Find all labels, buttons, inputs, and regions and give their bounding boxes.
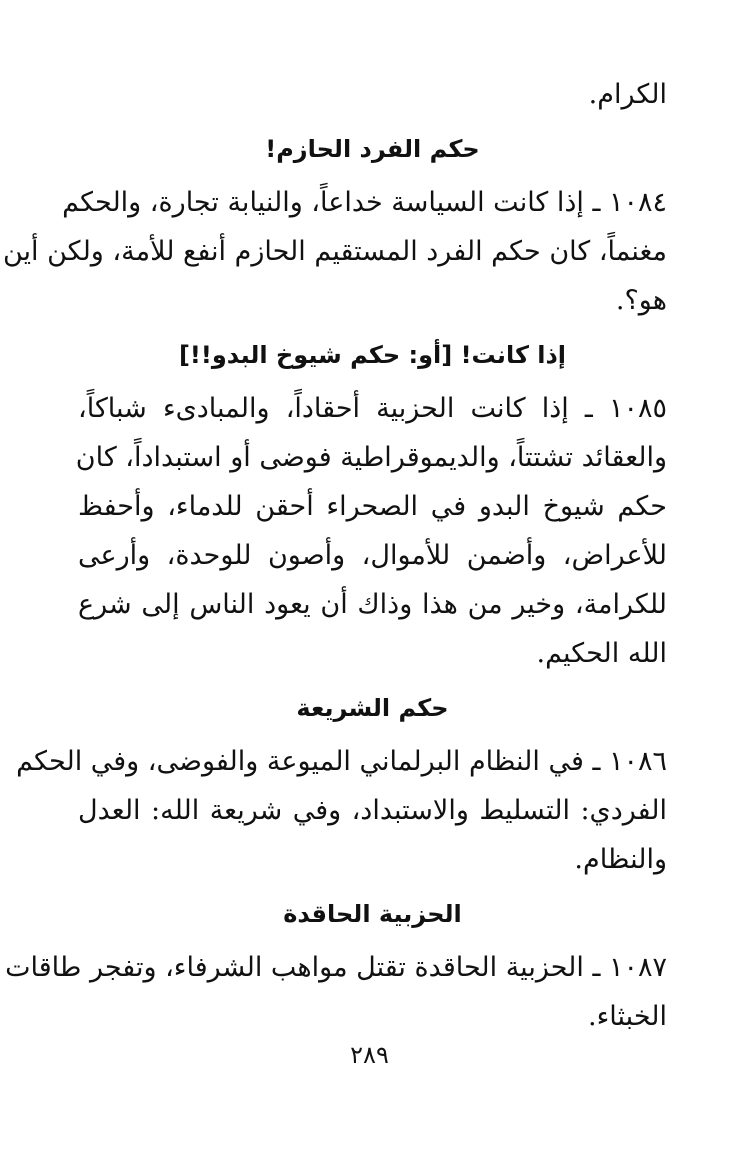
text-line: الخبثاء. (588, 1001, 667, 1032)
text-line: ١٠٨٤ ـ إذا كانت السياسة خداعاً، والنيابة تجارة، والحكم (62, 187, 667, 218)
text-line: الكرام. (588, 79, 667, 110)
text-line: والعقائد تشتتاً، والديموقراطية فوضى أو استبداداً، كان (75, 442, 667, 473)
section-heading: الحزبية الحاقدة (283, 900, 462, 928)
text-line: الفردي: التسليط والاستبداد، وفي شريعة الله: العدل (78, 795, 667, 826)
text-line: ١٠٨٥ ـ إذا كانت الحزبية أحقاداً، والمبادىء شباكاً، (78, 393, 667, 424)
text-line: ١٠٨٧ ـ الحزبية الحاقدة تقتل مواهب الشرفاء، وتفجر طاقات (5, 952, 667, 983)
section-heading: حكم الفرد الحازم! (265, 135, 480, 163)
paragraph-1085 (75, 384, 667, 678)
section-heading: حكم الشريعة (296, 694, 449, 722)
text-line: ١٠٨٦ ـ في النظام البرلماني الميوعة والفوضى، وفي الحكم (16, 746, 667, 777)
paragraph-1087 (5, 943, 667, 1041)
text-line: مغنماً، كان حكم الفرد المستقيم الحازم أنفع للأمة، ولكن أين (2, 236, 667, 267)
paragraph-1086 (16, 737, 667, 884)
text-line: الله الحكيم. (536, 638, 667, 669)
text-line: هو؟. (615, 285, 667, 316)
text-line: حكم شيوخ البدو في الصحراء أحقن للدماء، وأحفظ (78, 491, 667, 522)
page-number: ٢٨٩ (350, 1041, 389, 1069)
text-line: للكرامة، وخير من هذا وذاك أن يعود الناس إلى شرع (78, 589, 667, 620)
section-heading: إذا كانت! [أو: حكم شيوخ البدو!!] (178, 341, 567, 369)
paragraph-1084 (2, 178, 667, 325)
text-column (2, 70, 667, 1041)
text-line: والنظام. (574, 844, 667, 875)
opening-paragraph (78, 70, 667, 119)
text-line: للأعراض، وأضمن للأموال، وأصون للوحدة، وأرعى (78, 540, 667, 571)
